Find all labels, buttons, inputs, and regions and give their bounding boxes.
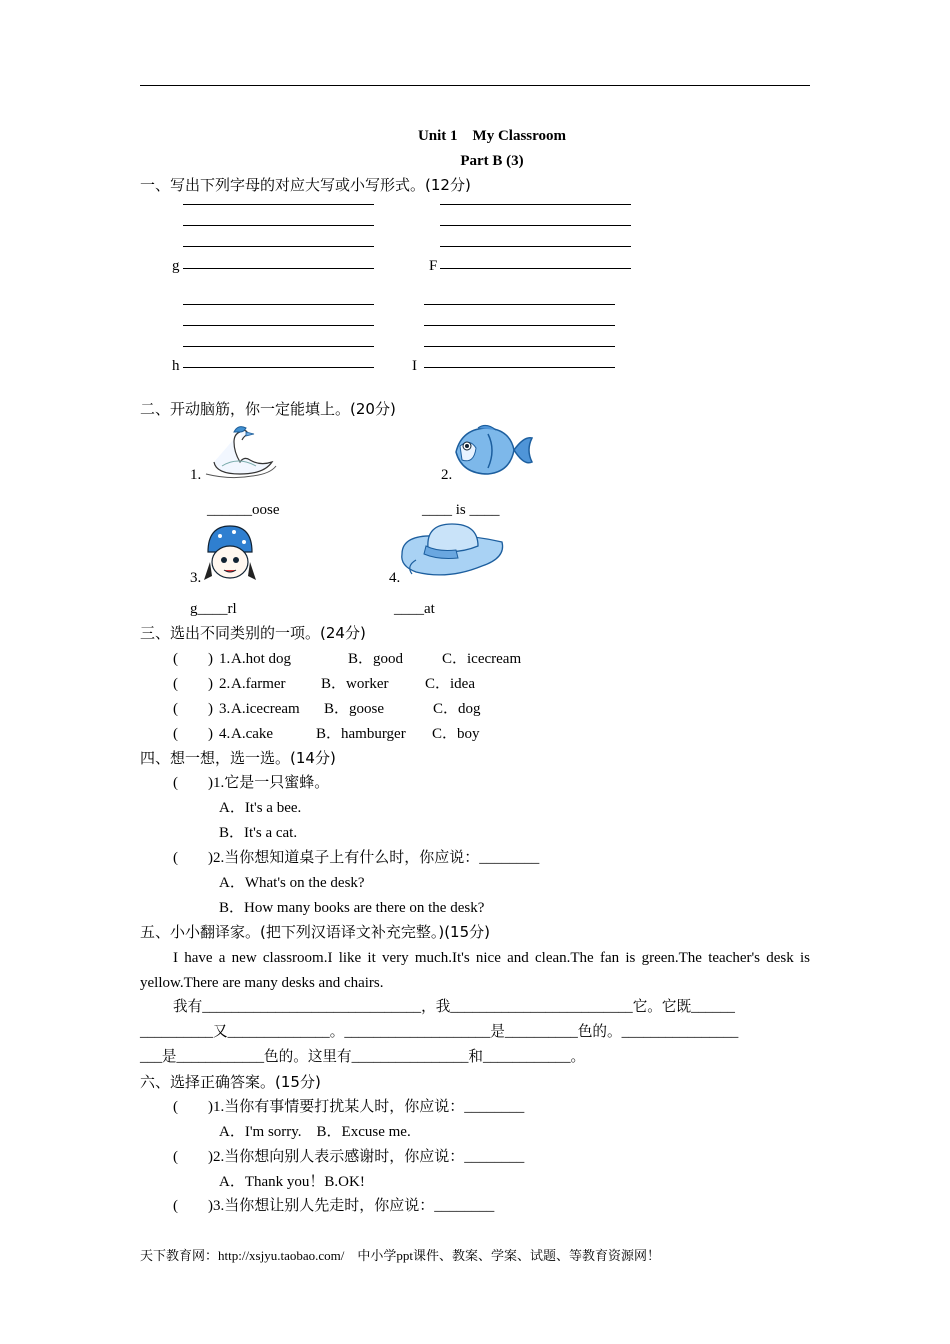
item-blank: ____ is ____ (422, 502, 500, 518)
item-number: 4. (389, 570, 401, 586)
english-passage: I have a new classroom.I like it very much.It's nice and clean.The fan is green.The teacher's desk is yellow.There are many desks and chairs. (140, 950, 810, 991)
answer-line[interactable] (183, 325, 374, 326)
letter-label-h: h (172, 358, 180, 374)
answer-line[interactable] (183, 367, 374, 368)
question-options: A．I'm sorry. B．Excuse me. (219, 1124, 411, 1140)
section-5-heading: 五、小小翻译家。(把下列汉语译文补充完整。)(15分) (140, 923, 490, 941)
question-number: 2. (219, 676, 231, 692)
item-number: 1. (190, 467, 202, 483)
answer-bracket[interactable]: ( ) (173, 651, 213, 667)
swan-icon (200, 422, 280, 484)
answer-line[interactable] (440, 246, 631, 247)
letter-label-F: F (429, 258, 438, 274)
option-b: B．goose (324, 701, 385, 717)
fish-icon (452, 422, 534, 480)
question-number: 3. (219, 701, 231, 717)
option-b: B．worker (321, 676, 389, 692)
translation-line[interactable]: __________又______________。____________________是__________色的。________________ (140, 1024, 739, 1040)
page-title: Unit 1 My Classroom (417, 128, 567, 144)
answer-line[interactable] (424, 325, 615, 326)
item-blank: ____at (394, 601, 435, 617)
letter-label-I: I (412, 358, 417, 374)
option-a: A.icecream (231, 701, 300, 717)
answer-line[interactable] (183, 304, 374, 305)
option-a: A.cake (231, 726, 274, 742)
answer-line[interactable] (183, 225, 374, 226)
answer-line[interactable] (183, 346, 374, 347)
option-a: A.farmer (231, 676, 286, 692)
answer-bracket[interactable]: ( ) (173, 676, 213, 692)
option-b: B．How many books are there on the desk? (219, 900, 485, 916)
answer-line[interactable] (424, 367, 615, 368)
section-1-heading: 一、写出下列字母的对应大写或小写形式。(12分) (140, 176, 471, 194)
page-subtitle: Part B (3) (460, 153, 524, 169)
answer-line[interactable] (183, 268, 374, 269)
section-2-heading: 二、开动脑筋，你一定能填上。(20分) (140, 400, 396, 418)
answer-bracket[interactable]: ( ) (173, 701, 213, 717)
option-c: C．idea (425, 676, 475, 692)
answer-line[interactable] (183, 246, 374, 247)
question-stem: ( )1.当你有事情要打扰某人时，你应说：________ (173, 1099, 525, 1115)
answer-line[interactable] (440, 204, 631, 205)
question-number: 1. (219, 651, 231, 667)
option-a: A．It's a bee. (219, 800, 302, 816)
option-b: B．good (348, 651, 404, 667)
answer-line[interactable] (440, 225, 631, 226)
option-a: A.hot dog (231, 651, 291, 667)
answer-line[interactable] (424, 304, 615, 305)
option-c: C．icecream (442, 651, 522, 667)
section-3-heading: 三、选出不同类别的一项。(24分) (140, 624, 366, 642)
section-6-heading: 六、选择正确答案。(15分) (140, 1073, 321, 1091)
item-number: 2. (441, 467, 453, 483)
page-footer: 天下教育网：http://xsjyu.taobao.com/ 中小学ppt课件、教案、学案、试题、等教育资源网！ (140, 1248, 660, 1263)
option-b: B．It's a cat. (219, 825, 298, 841)
option-a: A．What's on the desk? (219, 875, 365, 891)
translation-line[interactable]: 我有______________________________，我_________________________它。它既______ (173, 999, 735, 1015)
answer-line[interactable] (440, 268, 631, 269)
hat-icon (398, 520, 506, 580)
option-b: B．hamburger (316, 726, 406, 742)
answer-bracket[interactable]: ( ) (173, 726, 213, 742)
option-c: C．dog (433, 701, 481, 717)
question-stem: ( )2.当你想知道桌子上有什么时，你应说：________ (173, 850, 540, 866)
option-c: C．boy (432, 726, 480, 742)
question-options: A．Thank you！B.OK! (219, 1174, 365, 1190)
letter-label-g: g (172, 258, 180, 274)
question-stem: ( )3.当你想让别人先走时，你应说：________ (173, 1198, 495, 1214)
girl-icon (200, 522, 258, 586)
question-number: 4. (219, 726, 231, 742)
header-rule (140, 85, 810, 86)
question-stem: ( )2.当你想向别人表示感谢时，你应说：________ (173, 1149, 525, 1165)
item-blank: ______oose (207, 502, 280, 518)
question-stem: ( )1.它是一只蜜蜂。 (173, 775, 330, 791)
answer-line[interactable] (183, 204, 374, 205)
translation-line[interactable]: ___是____________色的。这里有________________和____________。 (140, 1049, 586, 1065)
item-number: 3. (190, 570, 202, 586)
item-blank: g____rl (190, 601, 237, 617)
answer-line[interactable] (424, 346, 615, 347)
section-4-heading: 四、想一想，选一选。(14分) (140, 749, 336, 767)
